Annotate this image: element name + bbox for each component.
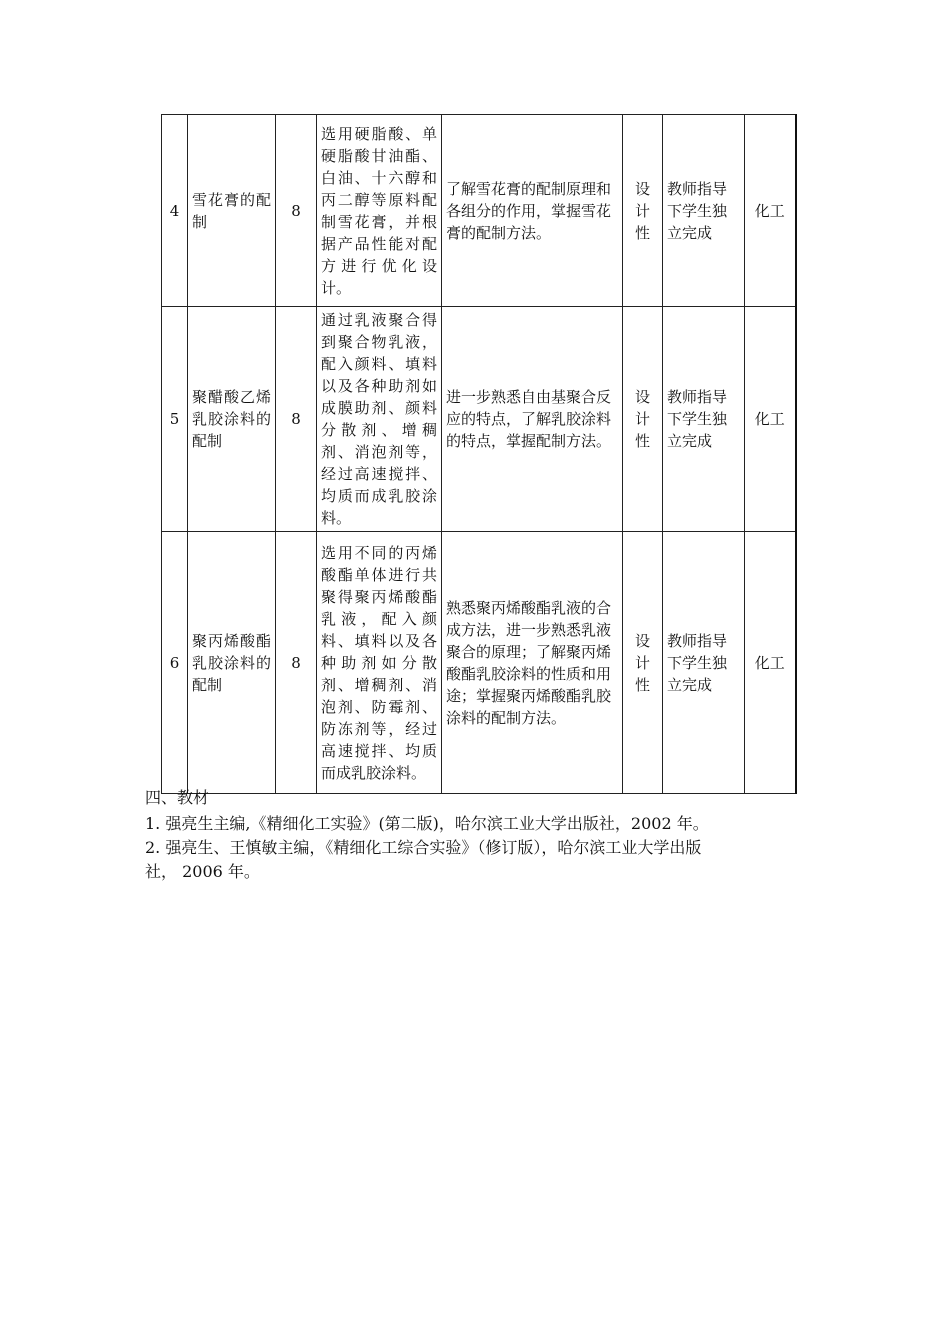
textbook-item-continued: 社， 2006 年。 (145, 862, 260, 881)
experiment-hours: 8 (276, 115, 317, 307)
textbook-item: 1. 强亮生主编,《精细化工实验》(第二版)，哈尔滨工业大学出版社，2002 年。 (145, 814, 709, 833)
experiment-mode: 教师指导下学生独立完成 (663, 532, 745, 794)
experiment-content: 通过乳液聚合得到聚合物乳液，配入颜料、填料以及各种助剂如成膜助剂、颜料分散剂、增稠剂、消泡剂等，经过高速搅拌、均质而成乳胶涂料。 (317, 307, 442, 532)
experiment-major: 化工 (745, 307, 796, 532)
experiment-objective: 了解雪花膏的配制原理和各组分的作用，掌握雪花膏的配制方法。 (442, 115, 623, 307)
experiment-hours: 8 (276, 307, 317, 532)
experiment-major: 化工 (745, 532, 796, 794)
experiment-mode: 教师指导下学生独立完成 (663, 307, 745, 532)
experiment-name: 雪花膏的配制 (188, 115, 276, 307)
experiment-type: 设计性 (623, 532, 663, 794)
experiment-type: 设计性 (623, 307, 663, 532)
experiment-table (161, 114, 797, 794)
experiment-major: 化工 (745, 115, 796, 307)
table-row (162, 115, 796, 307)
experiment-type: 设计性 (623, 115, 663, 307)
table-row (162, 307, 796, 532)
row-number: 5 (162, 307, 188, 532)
experiment-content: 选用不同的丙烯酸酯单体进行共聚得聚丙烯酸酯乳液，配入颜料、填料以及各种助剂如分散剂、增稠剂、消泡剂、防霉剂、防冻剂等，经过高速搅拌、均质而成乳胶涂料。 (317, 532, 442, 794)
experiment-mode: 教师指导下学生独立完成 (663, 115, 745, 307)
experiment-content: 选用硬脂酸、单硬脂酸甘油酯、白油、十六醇和丙二醇等原料配制雪花膏，并根据产品性能对配方进行优化设计。 (317, 115, 442, 307)
experiment-hours: 8 (276, 532, 317, 794)
row-number: 6 (162, 532, 188, 794)
textbook-item: 2. 强亮生、王慎敏主编，《精细化工综合实验》（修订版），哈尔滨工业大学出版 (145, 838, 702, 857)
table-row (162, 532, 796, 794)
experiment-objective: 进一步熟悉自由基聚合反应的特点，了解乳胶涂料的特点，掌握配制方法。 (442, 307, 623, 532)
textbooks-heading: 四、教材 (145, 788, 210, 807)
row-number: 4 (162, 115, 188, 307)
experiment-objective: 熟悉聚丙烯酸酯乳液的合成方法，进一步熟悉乳液聚合的原理；了解聚丙烯酸酯乳胶涂料的性质和用途；掌握聚丙烯酸酯乳胶涂料的配制方法。 (442, 532, 623, 794)
experiment-name: 聚醋酸乙烯乳胶涂料的配制 (188, 307, 276, 532)
experiment-name: 聚丙烯酸酯乳胶涂料的配制 (188, 532, 276, 794)
